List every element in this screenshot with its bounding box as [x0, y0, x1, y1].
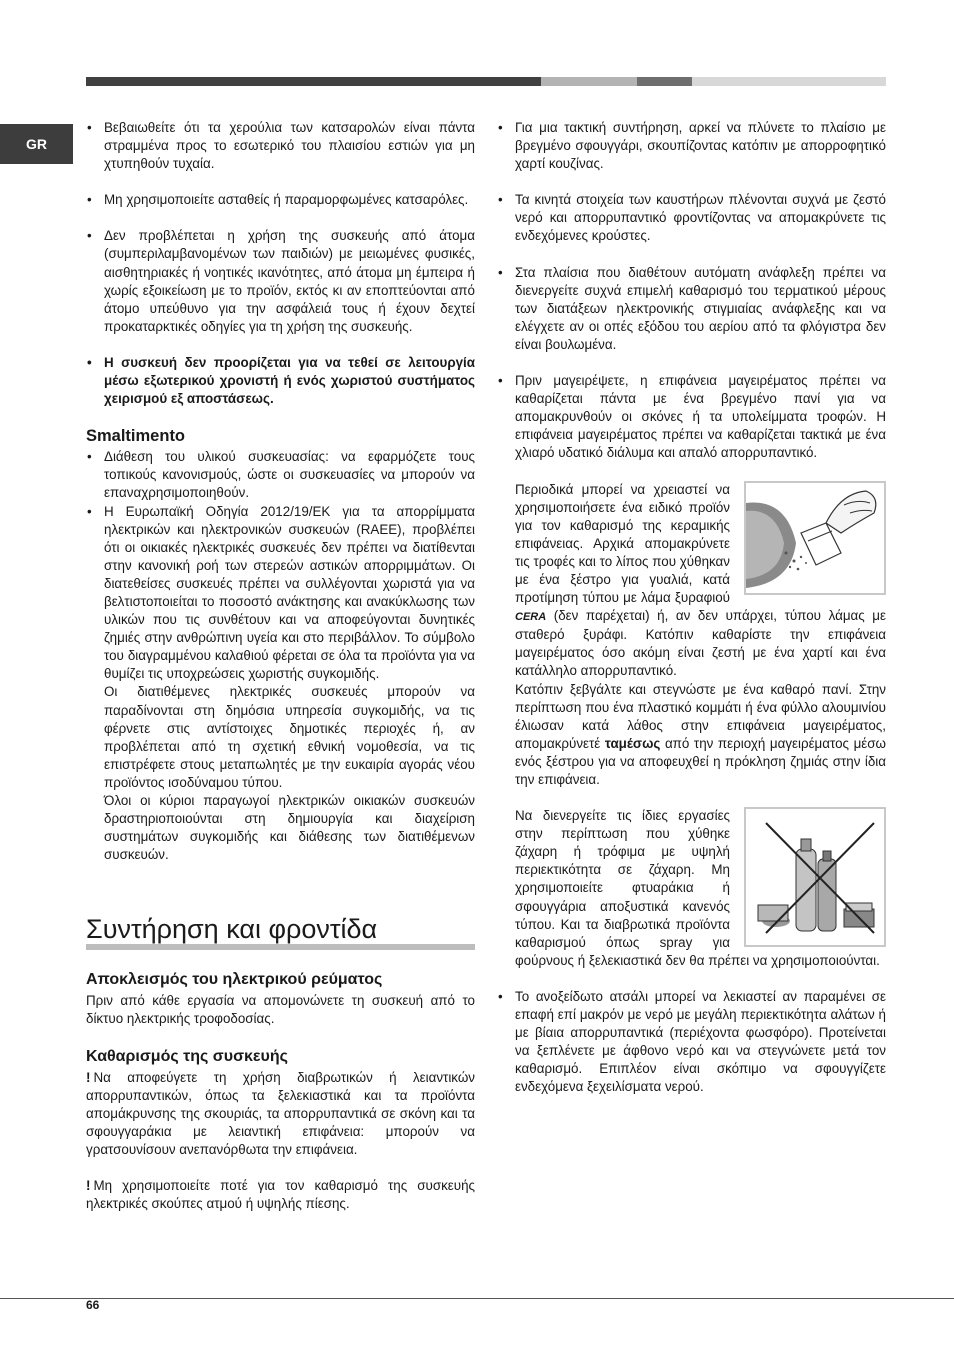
dry-text: από την περιοχή μαγειρέματος μέσω ενός ξέστρου για να αποφευχθεί η πρόκληση ζημιάς στην ίδια την επιφάνεια.	[515, 735, 886, 787]
list-item: • Η συσκευή δεν προορίζεται για να τεθεί σε λειτουργία μέσω εξωτερικού χρονιστή ή ενός χωριστού συστήματος χειρισμού εξ αποστάσεως.	[86, 354, 475, 408]
dry-emphasis: ταμέσως	[604, 735, 661, 751]
scraper-paragraph	[497, 481, 886, 681]
disposal-heading: Smaltimento	[86, 427, 186, 446]
scraper-text: Περιοδικά μπορεί να χρειαστεί να χρησιμοποιήσετε ένα ειδικό προϊόν για τον καθαρισμό της κεραμικής επιφάνειας. Αρχικά απομακρύνετε τις τροφές και το λίπος που χύθηκαν με ένα ξέστρο για γυαλιά, κατά προτίμηση τύπου με λάμα ξυραφιού	[515, 481, 730, 606]
safety-list	[86, 119, 475, 408]
sugar-paragraph	[497, 807, 886, 970]
warning-icon: !	[86, 1069, 91, 1085]
disposal-paragraph: Όλοι οι κύριοι παραγωγοί ηλεκτρικών οικιακών συσκευών δραστηριοποιούνται στη δημιουργία και διαχείριση συστημάτων συγκομιδής και διάθεσης των διατιθέμενων συσκευών.	[104, 793, 475, 863]
list-item: • Στα πλαίσια που διαθέτουν αυτόματη ανάφλεξη πρέπει να διενεργείτε συχνά επιμελή καθαρισμό του τερματικού μέρους των διατάξεων ηλεκτρονικής στιγμιαίας ανάφλεξης και να ελέγχετε αν οι οπές εξόδου του αερίου από τα φλόγιστρα δεν είναι βουλωμένα.	[497, 264, 886, 354]
prohibited-products-icon	[746, 809, 884, 945]
list-item: • Δεν προβλέπεται η χρήση της συσκευής από άτομα (συμπεριλαμβανομένων των παιδιών) με μειωμένες φυσικές, αισθητηριακές ή νοητικές ικανότητες, από άτομα μη έμπειρα ή χωρίς εξοικείωση με το προϊόν, εκτός κι αν εποπτεύονται από άτομο υπεύθυνο για την ασφάλειά τους ή έχουν δεχτεί προκαταρκτικές οδηγίες για τη χρήση της συσκευής.	[86, 227, 475, 336]
cera-logo: CERA	[515, 611, 547, 624]
power-text: Πριν από κάθε εργασία να απομονώνετε τη συσκευή από το δίκτυο ηλεκτρικής τροφοδοσίας.	[86, 993, 475, 1027]
header-bar-dark	[86, 77, 541, 86]
list-item: • Η Ευρωπαϊκή Οδηγία 2012/19/ΕΚ για τα απορρίμματα ηλεκτρικών και ηλεκτρονικών συσκευών (RAEE), προβλέπει ότι οι οικιακές ηλεκτρικές συσκευές δεν πρέπει να διατίθενται στην κανονική ροή των στερεών αστικών απορριμμάτων. Οι διατεθείσες συσκευές πρέπει να συλλέγονται χωριστά για να βελτιστοποιείται το ποσοστό ανάκτησης και ανακύκλωσης των υλικών που τις συνθέτουν και να αποφεύγονται δυνητικές ζημιές στην ανθρώπινη υγεία και στο περιβάλλον. Το σύμβολο του διαγραμμένου καλαθιού φέρεται σε όλα τα προϊόντα για να θυμίζει τις υποχρεώσεις χωριστής συγκομιδής.	[86, 503, 475, 684]
list-item: • Βεβαιωθείτε ότι τα χερούλια των κατσαρολών είναι πάντα στραμμένα προς το εσωτερικό του πλαισίου εστιών για μη χτυπηθούν τυχαία.	[86, 119, 475, 173]
steel-list	[497, 988, 886, 1097]
list-item: • Διάθεση του υλικού συσκευασίας: να εφαρμόζετε τους τοπικούς κανονισμούς, ώστε οι συσκευασίες να μπορούν να επαναχρησιμοποιηθούν.	[86, 448, 475, 502]
footer-divider	[0, 1298, 954, 1299]
scraper-icon	[746, 483, 884, 593]
list-item: • Πριν μαγειρέψετε, η επιφάνεια μαγειρέματος πρέπει να καθαρίζεται πάντα με ένα βρεγμένο πανί για να απομακρυνθούν οι σκόνες ή τα υπολείμματα τροφών. Η επιφάνεια μαγειρέματος πρέπει να καθαρίζεται τακτικά με ένα χλιαρό υδατικό διάλυμα και απαλό απορρυπαντικό.	[497, 372, 886, 462]
cleaning-warning	[86, 1177, 475, 1213]
cleaning-warning-text: Να αποφεύγετε τη χρήση διαβρωτικών ή λειαντικών απορρυπαντικών, όπως τα ξελεκιαστικά και τα προϊόντα απομάκρυνσης της σκουριάς, τα απορρυπαντικά σε σκόνη και τα σφουγγαράκια με λειαντική επιφάνεια: μπορούν να γρατσουνίσουν ανεπανόρθωτα την επιφάνεια.	[86, 1069, 475, 1157]
warning-icon: !	[86, 1178, 91, 1194]
power-heading: Αποκλεισμός του ηλεκτρικού ρεύματος	[86, 971, 383, 989]
language-tab: GR	[0, 124, 73, 164]
left-column	[86, 119, 475, 1213]
dry-text: Κατόπιν ξεβγάλτε και στεγνώστε με ένα καθαρό πανί. Στην περίπτωση που ένα πλαστικό κομμάτι ή ένα φύλλο αλουμινίου έλιωσαν κατά λάθος στην επιφάνεια μαγειρέματος, απομακρύνετέ	[515, 681, 886, 751]
list-item: • Μη χρησιμοποιείτε ασταθείς ή παραμορφωμένες κατσαρόλες.	[86, 191, 475, 209]
cleaning-warning	[86, 1069, 475, 1159]
header-bar-pale	[692, 77, 886, 86]
disposal-paragraph: Οι διατιθέμενες ηλεκτρικές συσκευές μπορούν να παραδίνονται στη δημόσια υπηρεσία συγκομιδής, να τις φέρνετε στις αντίστοιχες δημοτικές περιοχές ή, αν προβλέπεται από τη σχετική εθνική νομοθεσία, να τις επιστρέφετε στους μεταπωλητές με την ευκαιρία αγοράς νέου προϊόντος ισοδύναμου τύπου.	[104, 684, 475, 790]
scraper-illustration	[744, 481, 886, 595]
right-column	[497, 119, 886, 1097]
list-item: • Τα κινητά στοιχεία των καυστήρων πλένονται συχνά με ζεστό νερό και απορρυπαντικό φροντίζοντας να απομακρύνετε τις ενδεχόμενες κρούστες.	[497, 191, 886, 245]
sugar-text: Να διενεργείτε τις ίδιες εργασίες στην περίπτωση που χύθηκε ζάχαρη ή τρόφιμα με υψηλή περιεκτικότητα σε ζάχαρη. Μη χρησιμοποιείτε φτυαράκια ή σφουγγάρια αποξυστικά κανενός τύπου. Και τα διαβρωτικά προϊόντα καθαρισμού όπως spray για φούρνους ή ξελεκιαστικά δεν θα πρέπει να χρησιμοποιούνται.	[515, 808, 880, 968]
cleaning-heading: Καθαρισμός της συσκευής	[86, 1047, 288, 1065]
scraper-text: (δεν παρέχεται) ή, αν δεν υπάρχει, τύπου λάμας με σταθερό ξυράφι. Κατόπιν καθαρίστε την επιφάνεια μαγειρέματος όσο ακόμη είναι ζεστή με ένα χαρτί και ένα κατάλληλο απορρυπαντικό.	[515, 608, 886, 679]
header-bar-mid	[637, 77, 692, 86]
maintenance-list	[497, 119, 886, 463]
cleaning-warning-text: Μη χρησιμοποιείτε ποτέ για τον καθαρισμό της συσκευής ηλεκτρικές σκούπες ατμού ή υψηλής πίεσης.	[86, 1178, 475, 1212]
header-bar-light	[541, 77, 637, 86]
disposal-list	[86, 448, 475, 683]
no-spray-illustration	[744, 807, 886, 947]
list-item: • Για μια τακτική συντήρηση, αρκεί να πλύνετε το πλαίσιο με βρεγμένο σφουγγάρι, σκουπίζοντας κατόπιν με απορροφητικό χαρτί κουζίνας.	[497, 119, 886, 173]
section-title: Συντήρηση και φροντίδα	[86, 914, 475, 950]
dry-paragraph	[497, 681, 886, 790]
list-item: • Το ανοξείδωτο ατσάλι μπορεί να λεκιαστεί αν παραμένει σε επαφή επί μακρόν με νερό με μεγάλη περιεκτικότητα αλάτων ή με βίαια απορρυπαντικά (περιέχοντα φωσφόρο). Προτείνεται να ξεπλένετε με άφθονο νερό και να στεγνώνετε μετά τον καθαρισμό. Επιπλέον είναι σκόπιμο να σφουγγίζετε ενδεχόμενα ξεχειλίσματα νερού.	[497, 988, 886, 1097]
page-number: 66	[86, 1298, 100, 1312]
